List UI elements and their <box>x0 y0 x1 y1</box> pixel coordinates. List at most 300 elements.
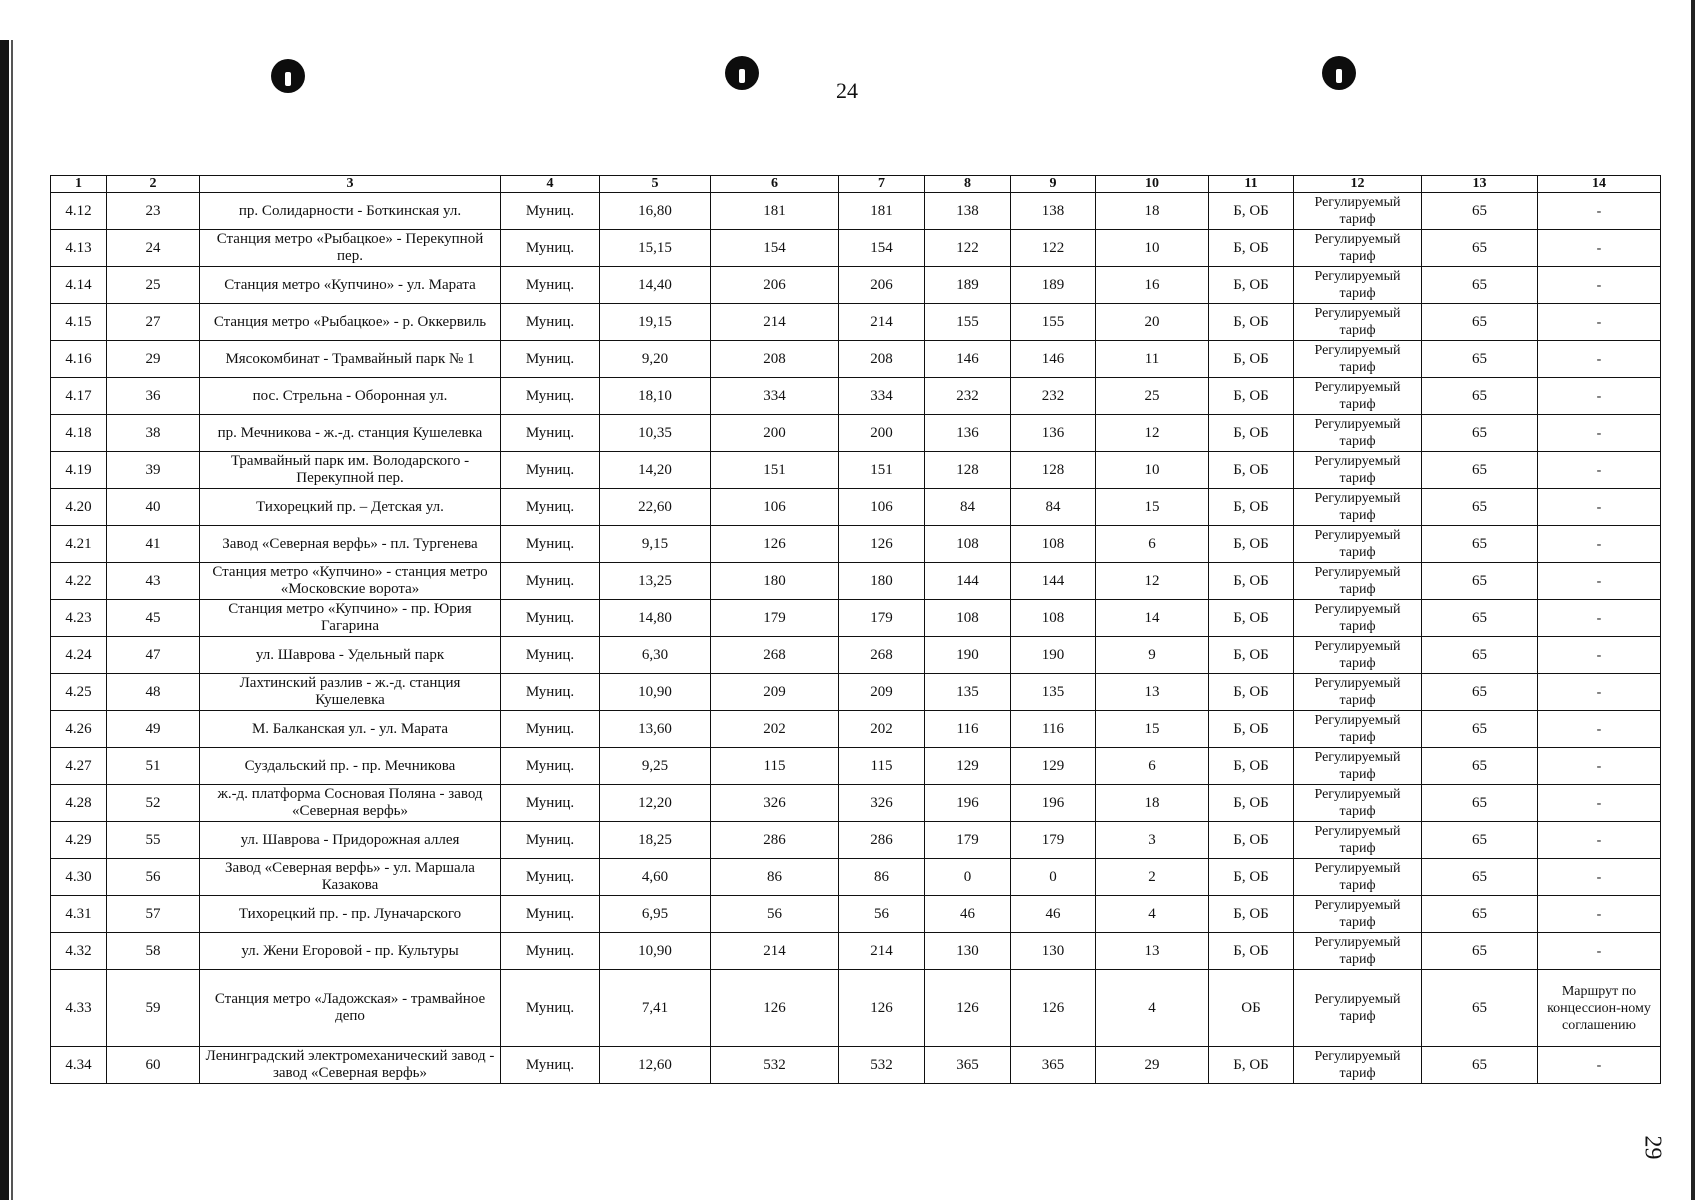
carrier-type-cell: Муниц. <box>501 785 600 822</box>
note-cell: - <box>1538 748 1661 785</box>
value-col-7-cell: 154 <box>839 230 925 267</box>
route-number-cell: 49 <box>107 711 200 748</box>
value-col-6-cell: 286 <box>711 822 839 859</box>
tariff-type-cell: Регулируемый тариф <box>1294 896 1422 933</box>
vehicle-class-cell: Б, ОБ <box>1209 896 1294 933</box>
vehicle-class-cell: Б, ОБ <box>1209 822 1294 859</box>
value-col-9-cell: 144 <box>1011 563 1096 600</box>
vehicle-class-cell: Б, ОБ <box>1209 785 1294 822</box>
note-cell: - <box>1538 304 1661 341</box>
route-length-cell: 13,25 <box>600 563 711 600</box>
route-length-cell: 7,41 <box>600 970 711 1047</box>
tariff-type-cell: Регулируемый тариф <box>1294 563 1422 600</box>
column-header-2: 2 <box>107 176 200 193</box>
table-row <box>51 230 1661 267</box>
table-row <box>51 600 1661 637</box>
value-col-13-cell: 65 <box>1422 378 1538 415</box>
value-col-9-cell: 179 <box>1011 822 1096 859</box>
value-col-9-cell: 128 <box>1011 452 1096 489</box>
route-length-cell: 6,30 <box>600 637 711 674</box>
value-col-8-cell: 144 <box>925 563 1011 600</box>
value-col-9-cell: 138 <box>1011 193 1096 230</box>
route-length-cell: 18,25 <box>600 822 711 859</box>
value-col-8-cell: 146 <box>925 341 1011 378</box>
value-col-7-cell: 56 <box>839 896 925 933</box>
route-name-cell: ул. Шаврова - Удельный парк <box>200 637 501 674</box>
note-cell: - <box>1538 230 1661 267</box>
tariff-type-cell: Регулируемый тариф <box>1294 711 1422 748</box>
value-col-10-cell: 4 <box>1096 896 1209 933</box>
value-col-10-cell: 13 <box>1096 933 1209 970</box>
route-length-cell: 12,60 <box>600 1047 711 1084</box>
note-cell: - <box>1538 600 1661 637</box>
route-number-cell: 57 <box>107 896 200 933</box>
row-number-cell: 4.32 <box>51 933 107 970</box>
column-header-8: 8 <box>925 176 1011 193</box>
value-col-10-cell: 13 <box>1096 674 1209 711</box>
value-col-9-cell: 155 <box>1011 304 1096 341</box>
note-cell: - <box>1538 896 1661 933</box>
route-name-cell: Станция метро «Рыбацкое» - Перекупной пер. <box>200 230 501 267</box>
note-cell: - <box>1538 341 1661 378</box>
route-number-cell: 24 <box>107 230 200 267</box>
carrier-type-cell: Муниц. <box>501 489 600 526</box>
value-col-8-cell: 129 <box>925 748 1011 785</box>
row-number-cell: 4.13 <box>51 230 107 267</box>
value-col-13-cell: 65 <box>1422 933 1538 970</box>
table-row <box>51 1047 1661 1084</box>
route-length-cell: 9,15 <box>600 526 711 563</box>
route-number-cell: 52 <box>107 785 200 822</box>
carrier-type-cell: Муниц. <box>501 267 600 304</box>
note-cell: - <box>1538 193 1661 230</box>
route-length-cell: 18,10 <box>600 378 711 415</box>
route-number-cell: 60 <box>107 1047 200 1084</box>
route-number-cell: 36 <box>107 378 200 415</box>
vehicle-class-cell: Б, ОБ <box>1209 230 1294 267</box>
row-number-cell: 4.23 <box>51 600 107 637</box>
route-length-cell: 6,95 <box>600 896 711 933</box>
vehicle-class-cell: Б, ОБ <box>1209 1047 1294 1084</box>
value-col-7-cell: 202 <box>839 711 925 748</box>
value-col-7-cell: 179 <box>839 600 925 637</box>
value-col-8-cell: 130 <box>925 933 1011 970</box>
table-row <box>51 489 1661 526</box>
route-number-cell: 43 <box>107 563 200 600</box>
carrier-type-cell: Муниц. <box>501 822 600 859</box>
tariff-type-cell: Регулируемый тариф <box>1294 785 1422 822</box>
column-header-12: 12 <box>1294 176 1422 193</box>
value-col-10-cell: 3 <box>1096 822 1209 859</box>
carrier-type-cell: Муниц. <box>501 230 600 267</box>
route-number-cell: 23 <box>107 193 200 230</box>
table-row <box>51 415 1661 452</box>
row-number-cell: 4.28 <box>51 785 107 822</box>
table-header-row <box>51 176 1661 193</box>
tariff-type-cell: Регулируемый тариф <box>1294 304 1422 341</box>
value-col-6-cell: 200 <box>711 415 839 452</box>
value-col-6-cell: 181 <box>711 193 839 230</box>
route-name-cell: Станция метро «Рыбацкое» - р. Оккервиль <box>200 304 501 341</box>
value-col-9-cell: 196 <box>1011 785 1096 822</box>
value-col-8-cell: 122 <box>925 230 1011 267</box>
tariff-type-cell: Регулируемый тариф <box>1294 378 1422 415</box>
route-number-cell: 40 <box>107 489 200 526</box>
vehicle-class-cell: Б, ОБ <box>1209 563 1294 600</box>
value-col-13-cell: 65 <box>1422 304 1538 341</box>
vehicle-class-cell: Б, ОБ <box>1209 341 1294 378</box>
value-col-10-cell: 6 <box>1096 748 1209 785</box>
value-col-13-cell: 65 <box>1422 637 1538 674</box>
value-col-10-cell: 6 <box>1096 526 1209 563</box>
value-col-9-cell: 108 <box>1011 526 1096 563</box>
value-col-10-cell: 16 <box>1096 267 1209 304</box>
scan-left-edge-line <box>11 40 13 1200</box>
value-col-8-cell: 126 <box>925 970 1011 1047</box>
route-number-cell: 48 <box>107 674 200 711</box>
vehicle-class-cell: Б, ОБ <box>1209 859 1294 896</box>
vehicle-class-cell: Б, ОБ <box>1209 711 1294 748</box>
value-col-7-cell: 126 <box>839 970 925 1047</box>
route-name-cell: М. Балканская ул. - ул. Марата <box>200 711 501 748</box>
value-col-6-cell: 209 <box>711 674 839 711</box>
route-number-cell: 29 <box>107 341 200 378</box>
note-cell: - <box>1538 785 1661 822</box>
row-number-cell: 4.34 <box>51 1047 107 1084</box>
carrier-type-cell: Муниц. <box>501 711 600 748</box>
route-length-cell: 10,90 <box>600 933 711 970</box>
value-col-13-cell: 65 <box>1422 600 1538 637</box>
carrier-type-cell: Муниц. <box>501 193 600 230</box>
carrier-type-cell: Муниц. <box>501 896 600 933</box>
tariff-type-cell: Регулируемый тариф <box>1294 1047 1422 1084</box>
column-header-9: 9 <box>1011 176 1096 193</box>
note-cell: - <box>1538 378 1661 415</box>
value-col-10-cell: 10 <box>1096 452 1209 489</box>
row-number-cell: 4.15 <box>51 304 107 341</box>
value-col-10-cell: 12 <box>1096 563 1209 600</box>
route-length-cell: 10,35 <box>600 415 711 452</box>
route-name-cell: Станция метро «Ладожская» - трамвайное депо <box>200 970 501 1047</box>
value-col-6-cell: 180 <box>711 563 839 600</box>
value-col-8-cell: 365 <box>925 1047 1011 1084</box>
note-cell: - <box>1538 267 1661 304</box>
vehicle-class-cell: Б, ОБ <box>1209 378 1294 415</box>
table-row <box>51 933 1661 970</box>
row-number-cell: 4.12 <box>51 193 107 230</box>
value-col-7-cell: 151 <box>839 452 925 489</box>
value-col-8-cell: 189 <box>925 267 1011 304</box>
value-col-10-cell: 15 <box>1096 711 1209 748</box>
value-col-6-cell: 334 <box>711 378 839 415</box>
row-number-cell: 4.21 <box>51 526 107 563</box>
row-number-cell: 4.26 <box>51 711 107 748</box>
value-col-8-cell: 155 <box>925 304 1011 341</box>
value-col-9-cell: 135 <box>1011 674 1096 711</box>
note-cell: - <box>1538 1047 1661 1084</box>
carrier-type-cell: Муниц. <box>501 378 600 415</box>
scan-left-edge <box>0 40 9 1200</box>
value-col-9-cell: 84 <box>1011 489 1096 526</box>
value-col-8-cell: 108 <box>925 600 1011 637</box>
carrier-type-cell: Муниц. <box>501 341 600 378</box>
route-number-cell: 38 <box>107 415 200 452</box>
route-length-cell: 19,15 <box>600 304 711 341</box>
row-number-cell: 4.24 <box>51 637 107 674</box>
column-header-1: 1 <box>51 176 107 193</box>
value-col-8-cell: 179 <box>925 822 1011 859</box>
value-col-6-cell: 56 <box>711 896 839 933</box>
vehicle-class-cell: Б, ОБ <box>1209 933 1294 970</box>
value-col-7-cell: 86 <box>839 859 925 896</box>
value-col-9-cell: 130 <box>1011 933 1096 970</box>
value-col-13-cell: 65 <box>1422 230 1538 267</box>
note-cell: - <box>1538 674 1661 711</box>
route-name-cell: Станция метро «Купчино» - станция метро «Московские ворота» <box>200 563 501 600</box>
value-col-10-cell: 18 <box>1096 785 1209 822</box>
carrier-type-cell: Муниц. <box>501 304 600 341</box>
tariff-type-cell: Регулируемый тариф <box>1294 600 1422 637</box>
value-col-7-cell: 214 <box>839 304 925 341</box>
row-number-cell: 4.17 <box>51 378 107 415</box>
carrier-type-cell: Муниц. <box>501 526 600 563</box>
value-col-9-cell: 232 <box>1011 378 1096 415</box>
value-col-7-cell: 532 <box>839 1047 925 1084</box>
route-length-cell: 14,80 <box>600 600 711 637</box>
row-number-cell: 4.29 <box>51 822 107 859</box>
routes-table <box>50 175 1661 1084</box>
value-col-8-cell: 128 <box>925 452 1011 489</box>
value-col-6-cell: 179 <box>711 600 839 637</box>
tariff-type-cell: Регулируемый тариф <box>1294 637 1422 674</box>
note-cell: - <box>1538 637 1661 674</box>
row-number-cell: 4.14 <box>51 267 107 304</box>
route-name-cell: Трамвайный парк им. Володарского - Перекупной пер. <box>200 452 501 489</box>
column-header-14: 14 <box>1538 176 1661 193</box>
value-col-9-cell: 46 <box>1011 896 1096 933</box>
value-col-9-cell: 129 <box>1011 748 1096 785</box>
column-header-7: 7 <box>839 176 925 193</box>
value-col-6-cell: 86 <box>711 859 839 896</box>
table-row <box>51 563 1661 600</box>
route-name-cell: Завод «Северная верфь» - пл. Тургенева <box>200 526 501 563</box>
carrier-type-cell: Муниц. <box>501 637 600 674</box>
table-row <box>51 785 1661 822</box>
value-col-7-cell: 181 <box>839 193 925 230</box>
value-col-13-cell: 65 <box>1422 526 1538 563</box>
tariff-type-cell: Регулируемый тариф <box>1294 193 1422 230</box>
value-col-13-cell: 65 <box>1422 193 1538 230</box>
table-row <box>51 193 1661 230</box>
side-page-mark: 29 <box>1639 1135 1666 1160</box>
carrier-type-cell: Муниц. <box>501 563 600 600</box>
vehicle-class-cell: Б, ОБ <box>1209 748 1294 785</box>
carrier-type-cell: Муниц. <box>501 970 600 1047</box>
column-header-13: 13 <box>1422 176 1538 193</box>
value-col-7-cell: 180 <box>839 563 925 600</box>
value-col-10-cell: 12 <box>1096 415 1209 452</box>
tariff-type-cell: Регулируемый тариф <box>1294 489 1422 526</box>
vehicle-class-cell: ОБ <box>1209 970 1294 1047</box>
value-col-13-cell: 65 <box>1422 785 1538 822</box>
route-name-cell: пос. Стрельна - Оборонная ул. <box>200 378 501 415</box>
value-col-8-cell: 108 <box>925 526 1011 563</box>
column-header-6: 6 <box>711 176 839 193</box>
value-col-10-cell: 4 <box>1096 970 1209 1047</box>
value-col-6-cell: 214 <box>711 304 839 341</box>
value-col-6-cell: 126 <box>711 970 839 1047</box>
tariff-type-cell: Регулируемый тариф <box>1294 933 1422 970</box>
value-col-6-cell: 115 <box>711 748 839 785</box>
route-length-cell: 9,20 <box>600 341 711 378</box>
tariff-type-cell: Регулируемый тариф <box>1294 674 1422 711</box>
route-length-cell: 10,90 <box>600 674 711 711</box>
route-number-cell: 25 <box>107 267 200 304</box>
value-col-7-cell: 214 <box>839 933 925 970</box>
value-col-9-cell: 126 <box>1011 970 1096 1047</box>
value-col-8-cell: 232 <box>925 378 1011 415</box>
table-row <box>51 267 1661 304</box>
value-col-13-cell: 65 <box>1422 711 1538 748</box>
route-number-cell: 41 <box>107 526 200 563</box>
value-col-7-cell: 208 <box>839 341 925 378</box>
value-col-9-cell: 136 <box>1011 415 1096 452</box>
carrier-type-cell: Муниц. <box>501 452 600 489</box>
route-number-cell: 59 <box>107 970 200 1047</box>
value-col-6-cell: 326 <box>711 785 839 822</box>
value-col-6-cell: 268 <box>711 637 839 674</box>
table-row <box>51 674 1661 711</box>
note-cell: - <box>1538 489 1661 526</box>
value-col-10-cell: 29 <box>1096 1047 1209 1084</box>
value-col-8-cell: 196 <box>925 785 1011 822</box>
vehicle-class-cell: Б, ОБ <box>1209 415 1294 452</box>
value-col-10-cell: 9 <box>1096 637 1209 674</box>
value-col-8-cell: 136 <box>925 415 1011 452</box>
value-col-13-cell: 65 <box>1422 748 1538 785</box>
table-row <box>51 637 1661 674</box>
value-col-7-cell: 326 <box>839 785 925 822</box>
table-row <box>51 304 1661 341</box>
value-col-7-cell: 209 <box>839 674 925 711</box>
route-length-cell: 16,80 <box>600 193 711 230</box>
route-number-cell: 45 <box>107 600 200 637</box>
carrier-type-cell: Муниц. <box>501 748 600 785</box>
value-col-7-cell: 268 <box>839 637 925 674</box>
value-col-13-cell: 65 <box>1422 452 1538 489</box>
vehicle-class-cell: Б, ОБ <box>1209 637 1294 674</box>
value-col-9-cell: 108 <box>1011 600 1096 637</box>
route-name-cell: ул. Жени Егоровой - пр. Культуры <box>200 933 501 970</box>
column-header-5: 5 <box>600 176 711 193</box>
route-name-cell: ж.-д. платформа Сосновая Поляна - завод «Северная верфь» <box>200 785 501 822</box>
route-length-cell: 4,60 <box>600 859 711 896</box>
tariff-type-cell: Регулируемый тариф <box>1294 341 1422 378</box>
tariff-type-cell: Регулируемый тариф <box>1294 452 1422 489</box>
tariff-type-cell: Регулируемый тариф <box>1294 970 1422 1047</box>
scan-right-edge <box>1691 0 1695 1200</box>
tariff-type-cell: Регулируемый тариф <box>1294 415 1422 452</box>
value-col-10-cell: 2 <box>1096 859 1209 896</box>
note-cell: - <box>1538 822 1661 859</box>
value-col-9-cell: 189 <box>1011 267 1096 304</box>
table-body <box>51 193 1661 1084</box>
value-col-6-cell: 154 <box>711 230 839 267</box>
value-col-9-cell: 116 <box>1011 711 1096 748</box>
row-number-cell: 4.30 <box>51 859 107 896</box>
value-col-13-cell: 65 <box>1422 674 1538 711</box>
route-number-cell: 58 <box>107 933 200 970</box>
route-name-cell: пр. Солидарности - Боткинская ул. <box>200 193 501 230</box>
value-col-13-cell: 65 <box>1422 563 1538 600</box>
route-number-cell: 39 <box>107 452 200 489</box>
row-number-cell: 4.27 <box>51 748 107 785</box>
route-length-cell: 14,20 <box>600 452 711 489</box>
value-col-7-cell: 286 <box>839 822 925 859</box>
table-row <box>51 341 1661 378</box>
value-col-8-cell: 0 <box>925 859 1011 896</box>
route-name-cell: пр. Мечникова - ж.-д. станция Кушелевка <box>200 415 501 452</box>
column-header-10: 10 <box>1096 176 1209 193</box>
vehicle-class-cell: Б, ОБ <box>1209 267 1294 304</box>
value-col-6-cell: 208 <box>711 341 839 378</box>
value-col-9-cell: 146 <box>1011 341 1096 378</box>
note-cell: - <box>1538 933 1661 970</box>
vehicle-class-cell: Б, ОБ <box>1209 526 1294 563</box>
value-col-13-cell: 65 <box>1422 489 1538 526</box>
tariff-type-cell: Регулируемый тариф <box>1294 859 1422 896</box>
row-number-cell: 4.22 <box>51 563 107 600</box>
value-col-10-cell: 20 <box>1096 304 1209 341</box>
route-name-cell: Мясокомбинат - Трамвайный парк № 1 <box>200 341 501 378</box>
carrier-type-cell: Муниц. <box>501 859 600 896</box>
carrier-type-cell: Муниц. <box>501 933 600 970</box>
row-number-cell: 4.31 <box>51 896 107 933</box>
value-col-10-cell: 15 <box>1096 489 1209 526</box>
row-number-cell: 4.25 <box>51 674 107 711</box>
carrier-type-cell: Муниц. <box>501 1047 600 1084</box>
route-name-cell: Станция метро «Купчино» - ул. Марата <box>200 267 501 304</box>
value-col-13-cell: 65 <box>1422 1047 1538 1084</box>
value-col-13-cell: 65 <box>1422 896 1538 933</box>
route-length-cell: 14,40 <box>600 267 711 304</box>
value-col-10-cell: 14 <box>1096 600 1209 637</box>
value-col-13-cell: 65 <box>1422 341 1538 378</box>
table-row <box>51 711 1661 748</box>
value-col-10-cell: 10 <box>1096 230 1209 267</box>
value-col-8-cell: 46 <box>925 896 1011 933</box>
value-col-8-cell: 116 <box>925 711 1011 748</box>
route-name-cell: ул. Шаврова - Придорожная аллея <box>200 822 501 859</box>
vehicle-class-cell: Б, ОБ <box>1209 452 1294 489</box>
value-col-13-cell: 65 <box>1422 267 1538 304</box>
route-name-cell: Тихорецкий пр. - пр. Луначарского <box>200 896 501 933</box>
table-row <box>51 748 1661 785</box>
table-row <box>51 859 1661 896</box>
column-header-4: 4 <box>501 176 600 193</box>
route-name-cell: Суздальский пр. - пр. Мечникова <box>200 748 501 785</box>
value-col-6-cell: 106 <box>711 489 839 526</box>
value-col-9-cell: 0 <box>1011 859 1096 896</box>
vehicle-class-cell: Б, ОБ <box>1209 193 1294 230</box>
value-col-6-cell: 532 <box>711 1047 839 1084</box>
value-col-6-cell: 206 <box>711 267 839 304</box>
value-col-8-cell: 135 <box>925 674 1011 711</box>
value-col-8-cell: 84 <box>925 489 1011 526</box>
punch-hole-icon <box>271 59 305 93</box>
route-name-cell: Завод «Северная верфь» - ул. Маршала Казакова <box>200 859 501 896</box>
carrier-type-cell: Муниц. <box>501 674 600 711</box>
